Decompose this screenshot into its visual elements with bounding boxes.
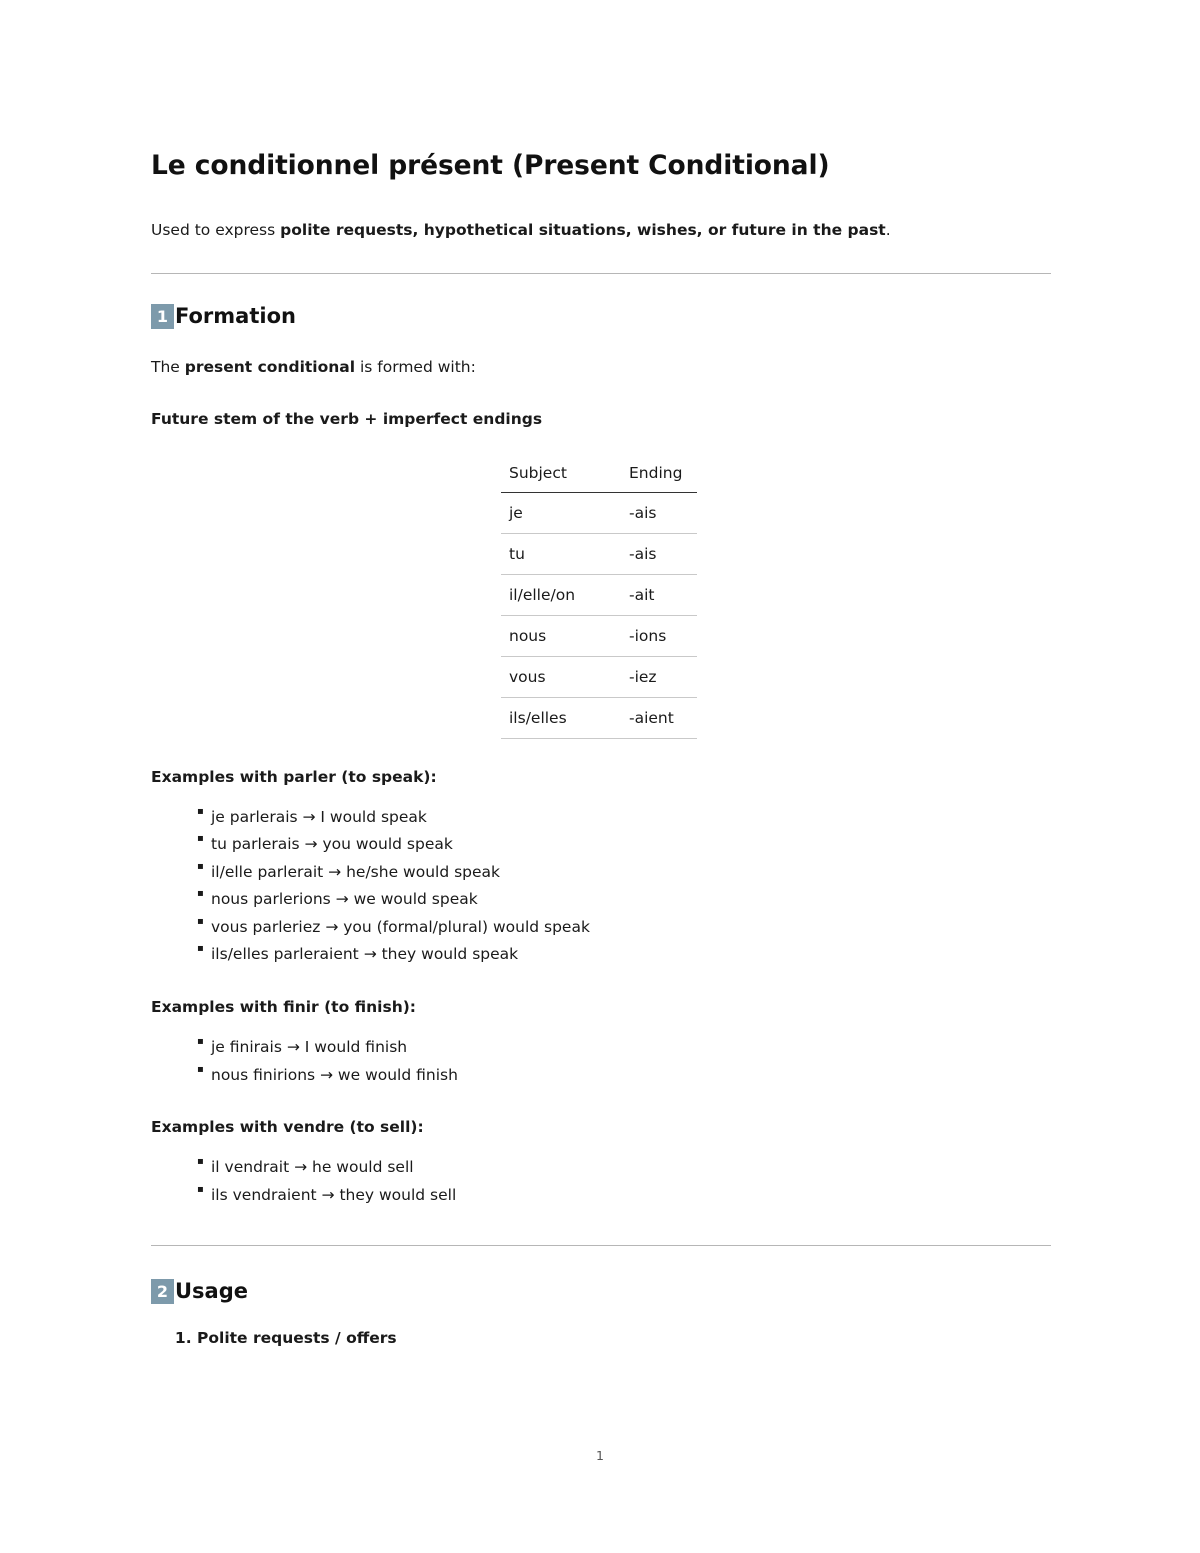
intro-prefix: Used to express [151,221,281,239]
cell-subject: je [501,492,621,533]
table-header-row [501,458,697,493]
list-item: ▪ je parlerais → I would speak [197,804,1051,832]
formation-lead-prefix: The [151,358,185,377]
section-number-badge: 2 [151,1279,174,1304]
table-row [501,533,697,574]
cell-ending: -ait [621,574,697,615]
list-item: ▪ nous parlerions → we would speak [197,886,1051,914]
list-item: ▪ tu parlerais → you would speak [197,831,1051,859]
usage-list [151,1326,1051,1351]
column-header-subject: Subject [501,458,621,493]
formation-lead-bold: present conditional [184,358,356,377]
formation-lead [151,356,1051,379]
intro-paragraph [151,219,1051,242]
document-content [151,150,1051,1351]
table-row [501,615,697,656]
cell-ending: -aient [621,697,697,738]
section-heading-usage [151,1279,1051,1304]
page-number: 1 [596,1448,604,1463]
cell-ending: -ais [621,533,697,574]
cell-ending: -ions [621,615,697,656]
section-divider-1 [151,273,1051,274]
formation-formula: Future stem of the verb + imperfect endings [151,409,543,428]
section-title-usage: Usage [175,1279,248,1304]
examples-list-vendre [151,1154,1051,1209]
page-title: Le conditionnel présent (Present Conditional) [151,150,830,181]
table-row [501,574,697,615]
section-divider-2 [151,1245,1051,1246]
cell-subject: tu [501,533,621,574]
examples-heading-parler: Examples with parler (to speak): [151,767,437,786]
table-row [501,492,697,533]
list-item: 1. Polite requests / offers [197,1326,1051,1351]
examples-list-finir [151,1034,1051,1089]
intro-bold: polite requests, hypothetical situations, wishes, or future in the past [280,221,886,239]
list-item: ▪ vous parleriez → you (formal/plural) would speak [197,914,1051,942]
list-item: ▪ il/elle parlerait → he/she would speak [197,859,1051,887]
cell-subject: vous [501,656,621,697]
cell-ending: -iez [621,656,697,697]
cell-subject: il/elle/on [501,574,621,615]
cell-ending: -ais [621,492,697,533]
table-row [501,656,697,697]
section-heading-formation [151,304,1051,329]
list-item: ▪ il vendrait → he would sell [197,1154,1051,1182]
table-row [501,697,697,738]
formation-lead-suffix: is formed with: [355,358,476,377]
intro-suffix: . [885,221,891,239]
cell-subject: nous [501,615,621,656]
list-item: ▪ ils/elles parleraient → they would speak [197,941,1051,969]
endings-table [501,458,697,739]
list-item: ▪ je finirais → I would finish [197,1034,1051,1062]
examples-list-parler [151,804,1051,969]
list-item: ▪ nous finirions → we would finish [197,1062,1051,1090]
list-item: ▪ ils vendraient → they would sell [197,1182,1051,1210]
column-header-ending: Ending [621,458,697,493]
examples-heading-vendre: Examples with vendre (to sell): [151,1118,424,1137]
section-number-badge: 1 [151,304,174,329]
section-title-formation: Formation [175,304,296,329]
cell-subject: ils/elles [501,697,621,738]
examples-heading-finir: Examples with finir (to finish): [151,997,417,1016]
